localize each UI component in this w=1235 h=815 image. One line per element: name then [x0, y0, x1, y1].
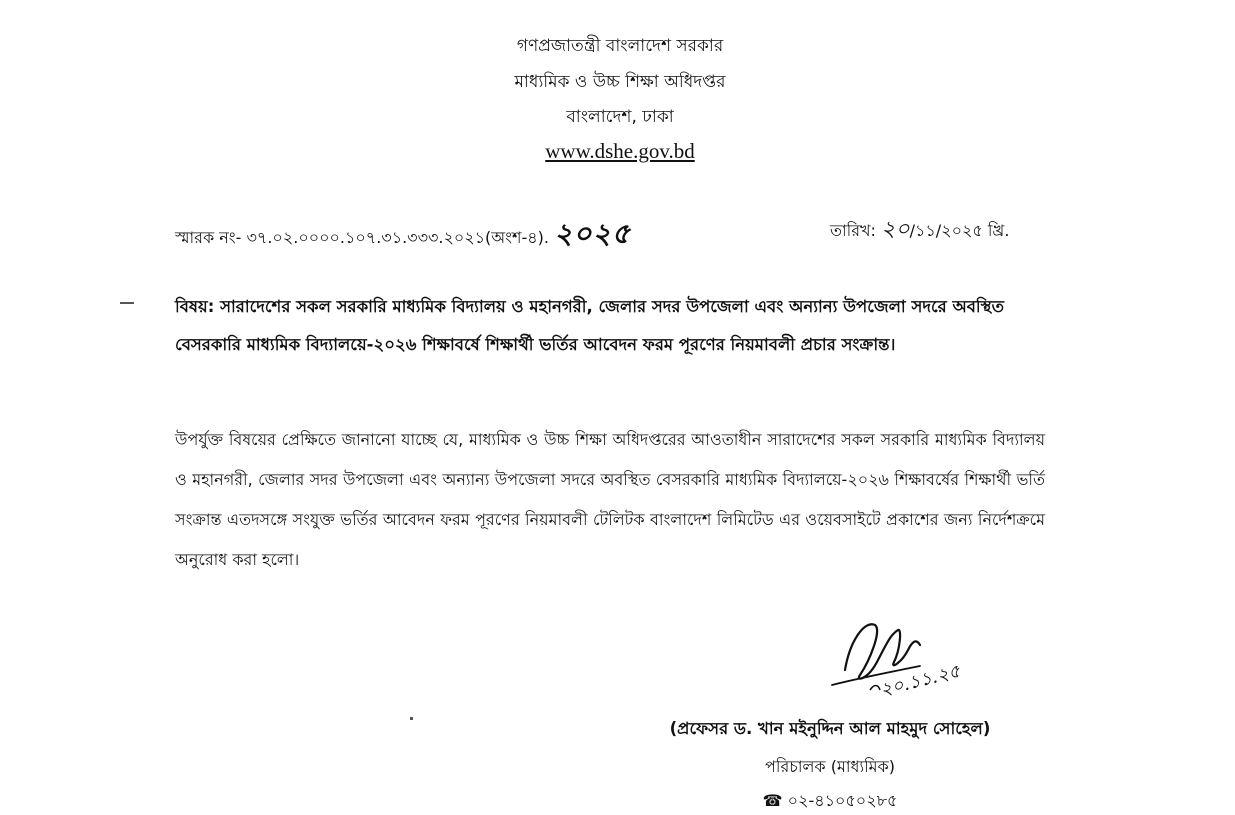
memo-number-value: ৩৭.০২.০০০০.১০৭.৩১.৩৩৩.২০২১(অংশ-৪). [246, 228, 549, 247]
header-government: গণপ্রজাতন্ত্রী বাংলাদেশ সরকার [516, 36, 724, 56]
scan-mark [120, 302, 134, 304]
phone-number: ০২-৪১০৫০২৮৫ [787, 791, 898, 810]
body-paragraph: উপর্যুক্ত বিষয়ের প্রেক্ষিতে জানানো যাচ্ছে যে, মাধ্যমিক ও উচ্চ শিক্ষা অধিদপ্তরের আওতাধীন সারাদেশের সকল সরকারি মাধ্যমিক বিদ্যালয় ও মহানগরী, জেলার সদর উপজেলা এবং অন্যান্য উপজেলা সদরে অবস্থিত বেসরকারি মাধ্যমিক বিদ্যালয়ে-২০২৬ শিক্ষাবর্ষের শিক্ষার্থী ভর্তি সংক্রান্ত এতদসঙ্গে সংযুক্ত ভর্তির আবেদন ফরম পূরণের নিয়মাবলী টেলিটক বাংলাদেশ লিমিটেড এর ওয়েবসাইটে প্রকাশের জন্য নির্দেশক্রমে অনুরোধ করা হলো। [175, 430, 1045, 569]
handwritten-signature [820, 600, 1000, 710]
date-rest: /১১/২০২৫ খ্রি. [909, 221, 1010, 240]
memo-handwritten-serial: ২০২৫ [554, 217, 631, 250]
subject-label: বিষয়: [175, 297, 215, 316]
memo-number [175, 212, 631, 259]
header-website-link[interactable]: www.dshe.gov.bd [545, 139, 695, 163]
signatory-title: পরিচালক (মাধ্যমিক) [765, 757, 895, 776]
telephone-icon: ☎ [762, 791, 783, 810]
memo-label: স্মারক নং- [175, 228, 242, 247]
header-directorate: মাধ্যমিক ও উচ্চ শিক্ষা অধিদপ্তর [514, 72, 726, 92]
header-location: বাংলাদেশ, ঢাকা [566, 107, 674, 127]
subject-block [175, 288, 1045, 364]
subject-text: সারাদেশের সকল সরকারি মাধ্যমিক বিদ্যালয় ও মহানগরী, জেলার সদর উপজেলা এবং অন্যান্য উপজেলা সদরে অবস্থিত বেসরকারি মাধ্যমিক বিদ্যালয়ে-২০২৬ শিক্ষাবর্ষে শিক্ষার্থী ভর্তির আবেদন ফরম পূরণের নিয়মাবলী প্রচার সংক্রান্ত। [175, 297, 1004, 354]
scan-speck [410, 717, 413, 720]
signatory-phone [600, 788, 1060, 815]
signatory-name: (প্রফেসর ড. খান মইনুদ্দিন আল মাহমুদ সোহেল) [669, 719, 991, 738]
signature-date: ২০.১১.২৫ [878, 660, 963, 701]
date-label: তারিখ: [830, 221, 876, 240]
date-handwritten-day: ২০ [881, 217, 910, 242]
memo-date [830, 212, 1009, 249]
